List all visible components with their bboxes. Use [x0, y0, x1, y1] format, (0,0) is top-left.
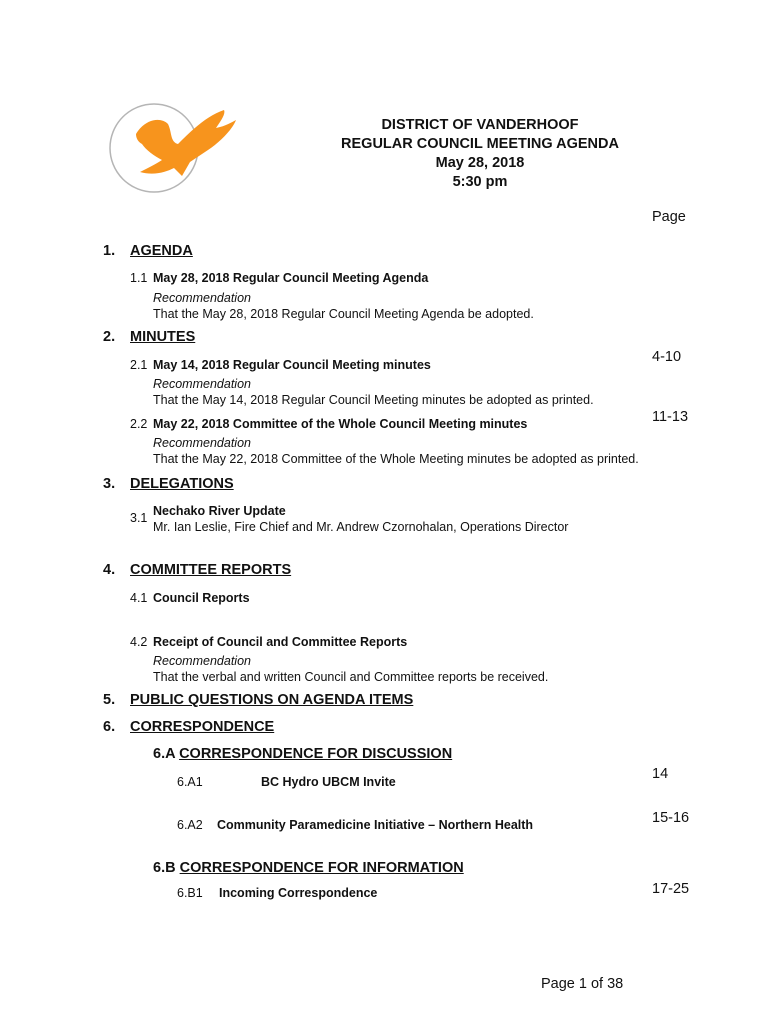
district-logo: [108, 102, 240, 194]
item-title: Incoming Correspondence: [219, 886, 378, 900]
item-title: Receipt of Council and Committee Reports: [153, 635, 408, 649]
subsection-title: CORRESPONDENCE FOR INFORMATION: [179, 860, 464, 876]
section-number: 4.: [103, 562, 116, 578]
section-number: 6.: [103, 719, 116, 735]
recommendation-label: Recommendation: [153, 377, 251, 391]
section-number: 5.: [103, 692, 116, 708]
subsection-prefix: 6.B: [153, 860, 176, 876]
bird-logo-icon: [108, 102, 240, 194]
item-page-range: 17-25: [652, 881, 690, 897]
item-title: May 22, 2018 Committee of the Whole Council Meeting minutes: [153, 417, 528, 431]
section-number: 1.: [103, 243, 116, 259]
item-number: 6.A1: [177, 775, 203, 789]
recommendation-text: That the May 28, 2018 Regular Council Meeting Agenda be adopted.: [153, 307, 534, 321]
item-number: 2.1: [130, 358, 148, 372]
section-title-delegations: DELEGATIONS: [130, 476, 234, 492]
page-column-header: Page: [652, 209, 686, 225]
agenda-title: REGULAR COUNCIL MEETING AGENDA: [341, 136, 619, 152]
recommendation-label: Recommendation: [153, 436, 251, 450]
item-number: 4.1: [130, 591, 148, 605]
section-number: 3.: [103, 476, 116, 492]
item-number: 1.1: [130, 271, 148, 285]
page-number-footer: Page 1 of 38: [541, 976, 624, 992]
item-number: 6.B1: [177, 886, 203, 900]
item-title: Council Reports: [153, 591, 250, 605]
recommendation-text: That the verbal and written Council and Committee reports be received.: [153, 670, 549, 684]
recommendation-text: That the May 22, 2018 Committee of the Whole Meeting minutes be adopted as printed.: [153, 452, 639, 466]
item-number: 2.2: [130, 417, 148, 431]
item-page-range: 11-13: [652, 409, 689, 425]
subsection-heading-information: [153, 860, 464, 876]
item-title: Community Paramedicine Initiative – Northern Health: [217, 818, 534, 832]
section-title-minutes: MINUTES: [130, 329, 196, 345]
item-number: 4.2: [130, 635, 148, 649]
recommendation-label: Recommendation: [153, 291, 251, 305]
section-title-agenda: AGENDA: [130, 243, 193, 259]
subsection-heading-discussion: [153, 746, 452, 762]
item-title: BC Hydro UBCM Invite: [261, 775, 396, 789]
recommendation-text: That the May 14, 2018 Regular Council Meeting minutes be adopted as printed.: [153, 393, 594, 407]
subsection-title: CORRESPONDENCE FOR DISCUSSION: [179, 746, 453, 762]
delegation-text: Mr. Ian Leslie, Fire Chief and Mr. Andrew Czornohalan, Operations Director: [153, 520, 569, 534]
section-title-correspondence: CORRESPONDENCE: [130, 719, 275, 735]
item-page-range: 14: [652, 766, 669, 782]
item-page-range: 15-16: [652, 810, 690, 826]
section-title-committee-reports: COMMITTEE REPORTS: [130, 562, 292, 578]
item-number: 6.A2: [177, 818, 203, 832]
item-title: May 28, 2018 Regular Council Meeting Agenda: [153, 271, 429, 285]
district-name: DISTRICT OF VANDERHOOF: [381, 117, 579, 133]
item-page-range: 4-10: [652, 349, 682, 365]
item-number: 3.1: [130, 511, 148, 525]
recommendation-label: Recommendation: [153, 654, 251, 668]
item-title: May 14, 2018 Regular Council Meeting minutes: [153, 358, 431, 372]
meeting-time: 5:30 pm: [452, 174, 508, 190]
subsection-prefix: 6.A: [153, 746, 176, 762]
section-number: 2.: [103, 329, 116, 345]
section-title-public-questions: PUBLIC QUESTIONS ON AGENDA ITEMS: [130, 692, 414, 708]
meeting-date: May 28, 2018: [435, 155, 525, 171]
item-title: Nechako River Update: [153, 504, 286, 518]
